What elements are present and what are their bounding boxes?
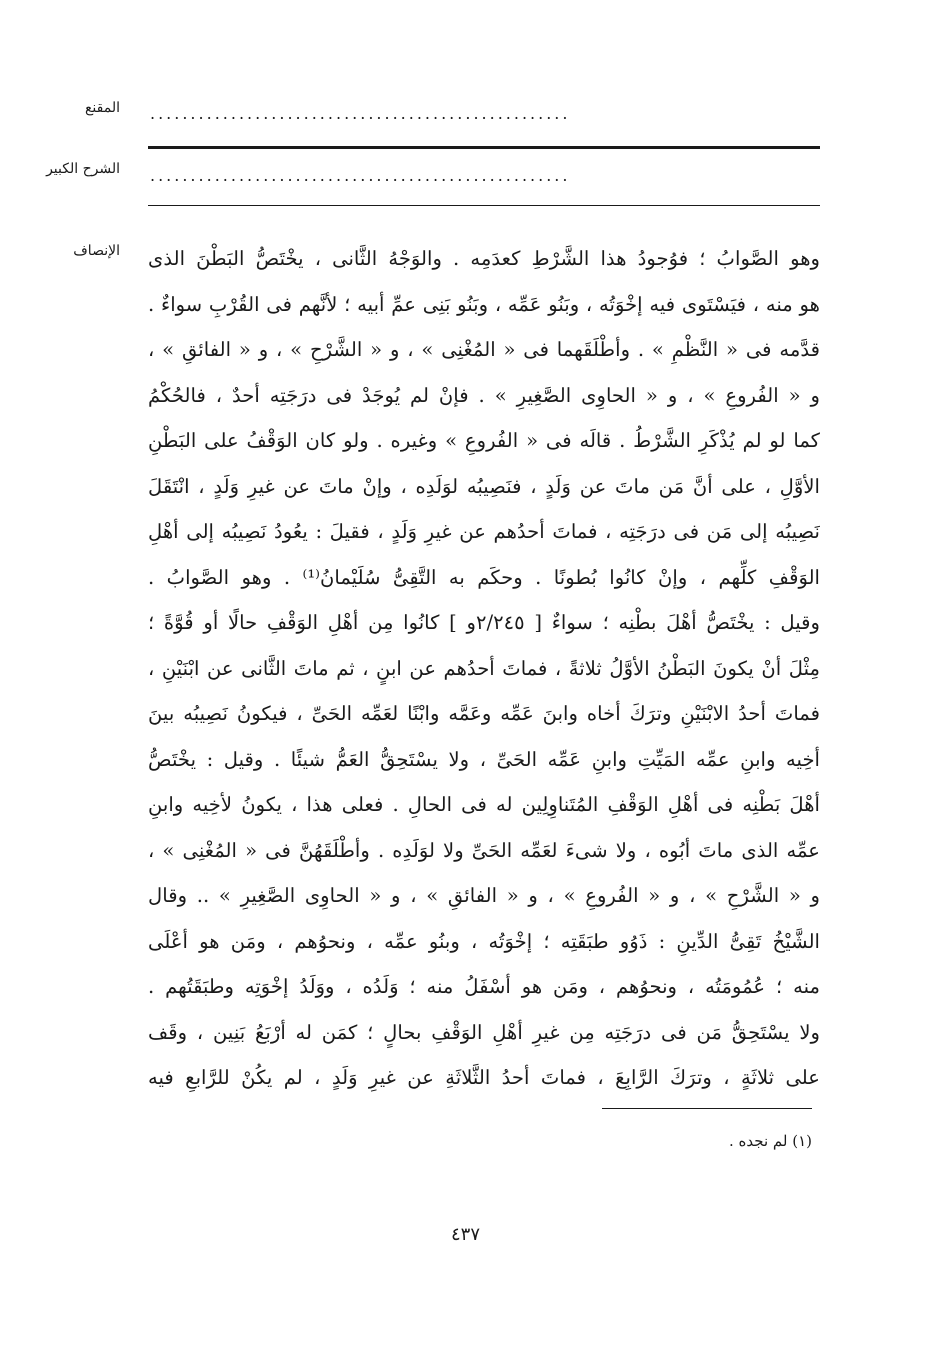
main-text [148, 236, 820, 1106]
text-line: الأوَّلِ ، على أنَّ مَن ماتَ عن وَلَدٍ ، فنَصِيبُه لوَلَدِه ، وإنْ ماتَ عن غيرِ وَلَدٍ ، انْتَقَلَ [148, 474, 820, 498]
text-line: هو منه ، فيَسْتَوى فيه إخْوَتُه ، وبَنُو عَمِّه ، وبَنُو بَنِى عمِّ أبيه ؛ لأنَّهم فى القُرْبِ سواءٌ . [148, 292, 820, 316]
text-line: أخِيه وابنِ عمِّه المَيِّتِ وابنِ عَمِّه الحَىِّ ، ولا يسْتَحِقُّ العَمُّ شيئًا . وقيل : يخْتَصُّ [148, 747, 820, 771]
text-line: مِثْلَ أنْ يكونَ البَطْنُ الأوَّلُ ثلاثةً ، فماتَ أحدُهم عن ابنٍ ، ثم ماتَ الثَّانى عن ابْنَيْنِ ، [148, 656, 820, 680]
text-line: وهو الصَّوابُ ؛ فوُجودُ هذا الشَّرْطِ كعدَمِه . والوَجْهُ الثَّانى ، يخْتَصُّ البَطْنَ الذى [148, 247, 820, 270]
text-line: كما لو لم يُذْكَرِ الشَّرْطُ . قالَه فى « الفُروعِ » وغيره . ولو كان الوَقْفُ على البَطْنِ [148, 429, 820, 452]
margin-label-muqni: المقنع [84, 100, 120, 116]
margin-label-sharh: الشرح الكبير [46, 161, 120, 177]
text-line: الشَّيْخُ تَقِىُّ الدِّينِ : ذَوُو طبَقَتِه ؛ إخْوَتُه ، وبنُو عمِّه ، ونحوُهم ، ومَن هو أعْلَى [148, 929, 820, 953]
text-line: و « الفُروعِ » ، و « الحاوِى الصَّغِيرِ » . فإنْ لم يُوجَدْ فى درَجَتِه أحدٌ ، فالحُكْمُ [148, 383, 820, 407]
text-line: عمِّه الذى ماتَ أبُوه ، ولا شىءَ لعَمِّه الحَىِّ ولا لوَلَدِه . وأطْلَقَهُنَّ فى « المُغْنِى » ، [148, 838, 820, 862]
footnote: (١) لم نجده . [729, 1132, 812, 1150]
text-line: منه ؛ عُمُومَتُه ، ونحوُهم ، ومَن هو أسْفَلُ منه ؛ وَلَدُه ، ووَلَدُ إخْوَتِه وطبَقَتُهم . [148, 975, 820, 998]
text-line: على ثلاثَةٍ ، وترَكَ الرَّابِعَ ، فماتَ أحدُ الثَّلاثَةِ عن غيرِ وَلَدٍ ، لم يكُنْ للرَّابعِ فيه [148, 1066, 820, 1089]
text-line: الوَقْفِ كلِّهم ، وإنْ كانُوا بُطونًا . وحكَم به التَّقِىُّ سُلَيْمانُ⁽¹⁾ . وهو الصَّوابُ . [148, 565, 820, 589]
text-line: و « الشَّرْحِ » ، و « الفُروعِ » ، و « الفائقِ » ، و « الحاوِى الصَّغِيرِ » .. وقال [148, 884, 820, 907]
text-line: أهْلَ بَطْنِه فى أهْلِ الوَقْفِ المُتَناوِلِين له فى الحالِ . فعلى هذا ، يكونُ لأخِيه وابنِ [148, 793, 820, 816]
text-line: فماتَ أحدُ الابْنَيْنِ وترَكَ أخاه وابنَ عَمِّه وعَمَّه وابْنًا لعَمِّه الحَىِّ ، فيكونُ نَصِيبُه بينَ [148, 702, 820, 725]
footnote-rule [602, 1108, 812, 1109]
text-line: نَصِيبُه إلى مَن فى درَجَتِه ، فماتَ أحدُهم عن غيرِ وَلَدٍ ، فقيلَ : يعُودُ نَصِيبُه إلى أهْلِ [148, 520, 820, 543]
page-number: ٤٣٧ [450, 1224, 480, 1245]
text-line: وقيل : يخْتَصُّ أهْلَ بطْنِه ؛ سواءٌ [ ٢/٢٤٥و ] كانُوا مِن أهْلِ الوَقْفِ حالًا أو قُوَّةً ؛ [148, 611, 820, 634]
text-line: قدَّمه فى « النَّظْمِ » . وأطْلَقَهما فى « المُغْنِى » ، و « الشَّرْحِ » ، و « الفائقِ » ، [148, 338, 820, 361]
section-rule-thin [148, 205, 820, 206]
text-line: ولا يسْتَحِقُّ مَن فى درَجَتِه مِن غيرِ أهْلِ الوَقْفِ بحالٍ ؛ كمَن له أرْبَعُ بَنِين ، وقَف [148, 1020, 820, 1044]
dots-line-muqni: .................................................... [150, 104, 571, 123]
margin-label-insaf: الإنصاف [73, 243, 120, 259]
dots-line-sharh: .................................................... [150, 166, 571, 185]
section-rule-thick [148, 146, 820, 149]
